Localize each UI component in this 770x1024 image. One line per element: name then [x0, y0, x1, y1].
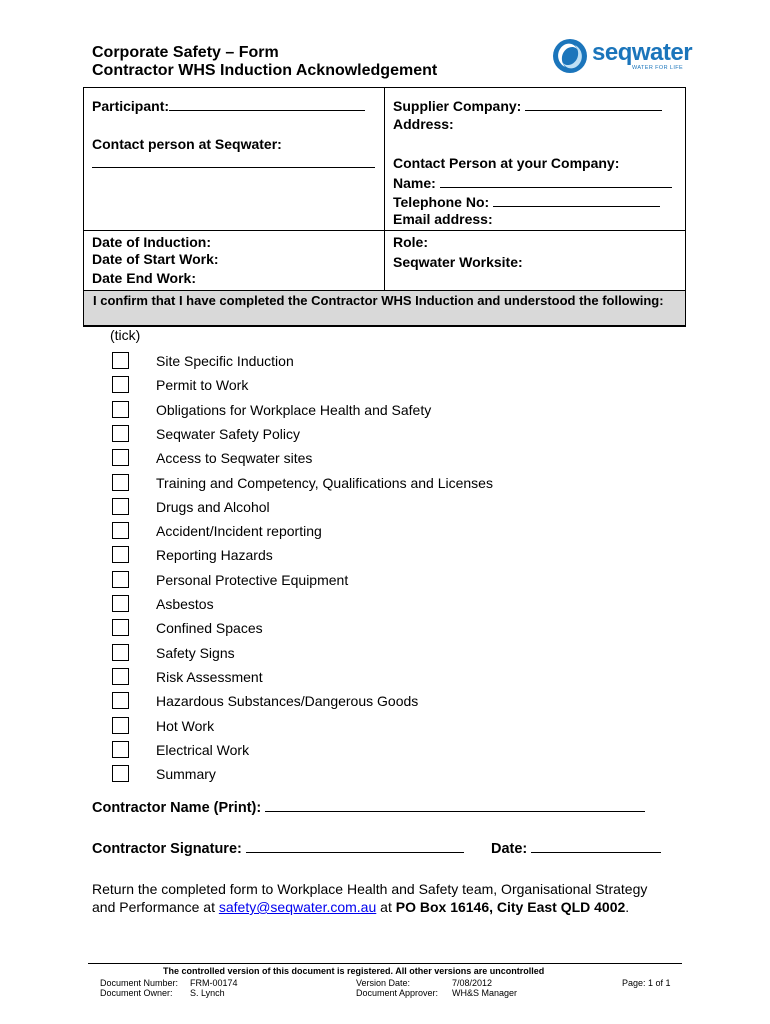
po-box: PO Box 16146, City East QLD 4002	[395, 899, 626, 915]
details-row-divider	[83, 230, 686, 231]
checklist-item-label: Confined Spaces	[156, 620, 263, 636]
participant-label: Participant:	[92, 98, 170, 114]
checklist-item-label: Hot Work	[156, 718, 215, 734]
checklist-item-label: Accident/Incident reporting	[156, 523, 322, 539]
checklist-item-label: Obligations for Workplace Health and Safety	[156, 402, 432, 418]
checklist-item-label: Personal Protective Equipment	[156, 572, 349, 588]
checkbox[interactable]	[112, 376, 129, 393]
checklist-item-label: Asbestos	[156, 596, 214, 612]
checklist-item-label: Permit to Work	[156, 377, 249, 393]
checklist-item-label: Drugs and Alcohol	[156, 499, 270, 515]
telephone-label: Telephone No:	[393, 194, 490, 210]
safety-email-link[interactable]: safety@seqwater.com.au	[218, 899, 377, 915]
date-line[interactable]	[531, 839, 661, 853]
checkbox[interactable]	[112, 546, 129, 563]
worksite-label: Seqwater Worksite:	[393, 254, 523, 270]
approver-label: Document Approver:	[356, 988, 439, 998]
contact-label: Contact person at Seqwater:	[92, 136, 282, 152]
checklist-item-label: Access to Seqwater sites	[156, 450, 313, 466]
company-contact-label: Contact Person at your Company:	[393, 155, 620, 171]
details-column-divider	[384, 87, 385, 290]
participant-line[interactable]	[169, 97, 365, 111]
checklist-item-label: Training and Competency, Qualifications and Licenses	[156, 475, 493, 491]
date-label: Date:	[491, 841, 528, 857]
checkbox[interactable]	[112, 425, 129, 442]
contractor-name-field[interactable]	[92, 798, 645, 817]
name-label: Name:	[393, 175, 436, 191]
email-label: Email address:	[393, 211, 493, 227]
confirm-banner	[83, 290, 686, 326]
supplier-label: Supplier Company:	[393, 98, 522, 114]
logo-wordmark: seqwater	[592, 39, 693, 66]
checklist-item-label: Reporting Hazards	[156, 547, 273, 563]
return-end: .	[625, 899, 630, 915]
name-line[interactable]	[440, 174, 672, 188]
address-label: Address:	[393, 116, 454, 132]
checkbox[interactable]	[112, 595, 129, 612]
checkbox[interactable]	[112, 522, 129, 539]
version-date-label: Version Date:	[356, 978, 411, 988]
confirm-right-edge	[685, 290, 686, 326]
controlled-notice: The controlled version of this document is registered. All other versions are uncontrolled	[163, 966, 545, 976]
confirm-left-edge	[83, 290, 84, 326]
checklist-item-label: Risk Assessment	[156, 669, 263, 685]
checkbox[interactable]	[112, 644, 129, 661]
checkbox[interactable]	[112, 449, 129, 466]
return-instructions-line1: Return the completed form to Workplace Health and Safety team, Organisational Strategy	[92, 881, 648, 897]
contractor-signature-line[interactable]	[246, 839, 464, 853]
checkbox[interactable]	[112, 692, 129, 709]
version-date: 7/08/2012	[452, 978, 493, 988]
approver: WH&S Manager	[452, 988, 518, 998]
water-drop-icon	[550, 36, 590, 76]
footer-rule	[88, 963, 682, 964]
tick-label: (tick)	[110, 327, 141, 343]
page-number: Page: 1 of 1	[622, 978, 671, 988]
contractor-name-label: Contractor Name (Print):	[92, 800, 262, 816]
checkbox[interactable]	[112, 401, 129, 418]
checkbox[interactable]	[112, 571, 129, 588]
doc-owner-label: Document Owner:	[100, 988, 173, 998]
checkbox[interactable]	[112, 741, 129, 758]
return-instructions-line2	[92, 898, 629, 916]
checkbox[interactable]	[112, 498, 129, 515]
date-start-label: Date of Start Work:	[92, 251, 219, 267]
logo-tagline: WATER FOR LIFE	[632, 65, 684, 71]
date-induction-label: Date of Induction:	[92, 234, 211, 250]
supplier-line[interactable]	[525, 97, 662, 111]
seqwater-logo	[550, 36, 693, 76]
participant-field[interactable]	[92, 97, 365, 115]
checklist-item-label: Safety Signs	[156, 645, 235, 661]
role-label: Role:	[393, 234, 428, 250]
checklist-item-label: Hazardous Substances/Dangerous Goods	[156, 693, 419, 709]
contact-line[interactable]	[92, 167, 375, 168]
contractor-signature-field[interactable]	[92, 839, 464, 858]
checklist-item-label: Summary	[156, 766, 216, 782]
return-at: at	[376, 899, 396, 915]
name-field[interactable]	[393, 174, 672, 192]
form-title-line1: Corporate Safety – Form	[92, 44, 279, 61]
telephone-line[interactable]	[493, 193, 660, 207]
checkbox[interactable]	[112, 352, 129, 369]
contractor-name-line[interactable]	[265, 798, 645, 812]
return-prefix: and Performance at	[92, 899, 219, 915]
checkbox[interactable]	[112, 765, 129, 782]
doc-number: FRM-00174	[190, 978, 238, 988]
date-field[interactable]	[491, 839, 661, 858]
confirm-text: I confirm that I have completed the Contractor WHS Induction and understood the following:	[93, 293, 664, 308]
date-end-label: Date End Work:	[92, 270, 196, 286]
supplier-field[interactable]	[393, 97, 662, 115]
telephone-field[interactable]	[393, 193, 660, 211]
form-title-line2: Contractor WHS Induction Acknowledgement	[92, 62, 438, 79]
checkbox[interactable]	[112, 717, 129, 734]
checkbox[interactable]	[112, 474, 129, 491]
doc-owner: S. Lynch	[190, 988, 225, 998]
checklist-item-label: Electrical Work	[156, 742, 250, 758]
checkbox[interactable]	[112, 619, 129, 636]
checklist-item-label: Seqwater Safety Policy	[156, 426, 300, 442]
checkbox[interactable]	[112, 668, 129, 685]
contractor-signature-label: Contractor Signature:	[92, 841, 242, 857]
doc-number-label: Document Number:	[100, 978, 179, 988]
checklist-item-label: Site Specific Induction	[156, 353, 294, 369]
